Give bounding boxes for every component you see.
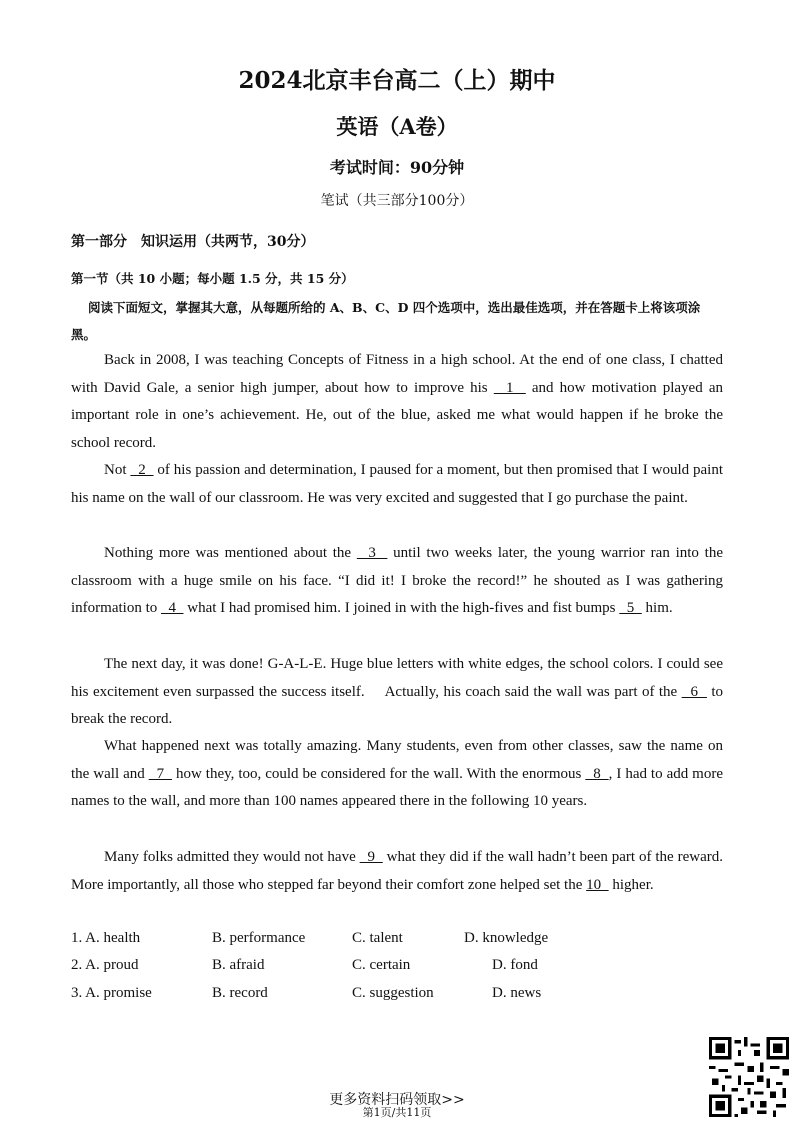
blank-1: 1 [493, 379, 526, 396]
more-materials-link[interactable]: 更多资料扫码领取>> [329, 1092, 465, 1108]
option-d: D. fond [492, 957, 538, 973]
passage-paragraph-4: The next day, it was done! G-A-L-E. Huge blue letters with white edges, the school colors. I could see his excitement even surpassed the success itself. Actually, his coach said the wall was part of the 6 to break the record. [71, 656, 724, 727]
section1-heading: 第一节（共 10 小题；每小题 1.5 分，共 15 分） [71, 271, 354, 286]
blank-4: 4 [161, 600, 184, 616]
passage-paragraph-3: Nothing more was mentioned about the 3 until two weeks later, the young warrior ran into the classroom with a huge smile on his face. “I did it! I broke the record!” he shouted as I was gathering information to 4 what I had promised him. I joined in with the high-fives and fist bumps 5 him. [71, 545, 723, 616]
option-b: B. record [212, 985, 268, 1001]
passage-paragraph-1: Back in 2008, I was teaching Concepts of Fitness in a high school. At the end of one class, I chatted with David Gale, a senior high jumper, about how to improve his 1 and how motivation played an important role in one’s achievement. He, out of the blue, asked me what would happen if he broke the school record. [71, 352, 723, 451]
part1-heading: 第一部分 知识运用（共两节，30分） [71, 234, 315, 250]
option-d: D. news [492, 985, 542, 1001]
option-a: 3. A. promise [71, 985, 152, 1001]
passage-paragraph-5: What happened next was totally amazing. Many students, even from other classes, saw the name on the wall and 7 how they, too, could be considered for the wall. With the enormous 8 , I had to add more names to the wall, and more than 100 names appeared there in the following 10 years. [71, 738, 723, 809]
blank-8: 8 [585, 765, 609, 782]
blank-5: 5 [619, 600, 642, 616]
blank-3: 3 [356, 545, 388, 561]
blank-2: 2 [130, 462, 154, 478]
option-d: D. knowledge [464, 930, 549, 946]
option-c: C. suggestion [352, 985, 434, 1001]
options-row-3 [71, 985, 723, 1009]
section1-instruction: 阅读下面短文，掌握其大意，从每题所给的 A、B、C、D 四个选项中，选出最佳选项，并在答题卡上将该项涂黑。 [71, 300, 701, 342]
option-a: 2. A. proud [71, 957, 139, 973]
exam-title: 2024北京丰台高二（上）期中 [238, 67, 556, 94]
blank-7: 7 [148, 765, 173, 782]
option-a: 1. A. health [71, 930, 141, 946]
options-row-2 [71, 957, 723, 981]
option-c: C. talent [352, 930, 403, 946]
blank-10: 10 [586, 876, 609, 893]
option-b: B. performance [212, 930, 306, 946]
page-number: 第1页/共11页 [362, 1106, 432, 1119]
written-info: 笔试（共三部分100分） [320, 193, 474, 209]
blank-6: 6 [681, 683, 707, 700]
blank-9: 9 [359, 849, 383, 865]
exam-time: 考试时间：90分钟 [329, 158, 465, 177]
option-b: B. afraid [212, 957, 265, 973]
option-c: C. certain [352, 957, 411, 973]
passage-paragraph-6: Many folks admitted they would not have 9 what they did if the wall hadn’t been part of the reward. More importantly, all those who stepped far beyond their comfort zone helped set the 10 higher. [71, 849, 723, 893]
exam-subject: 英语（A卷） [336, 114, 458, 139]
options-row-1 [71, 930, 723, 954]
passage-paragraph-2: Not 2 of his passion and determination, I paused for a moment, but then promised that I would paint his name on the wall of our classroom. He was very excited and suggested that I go purchase the paint. [71, 462, 724, 506]
